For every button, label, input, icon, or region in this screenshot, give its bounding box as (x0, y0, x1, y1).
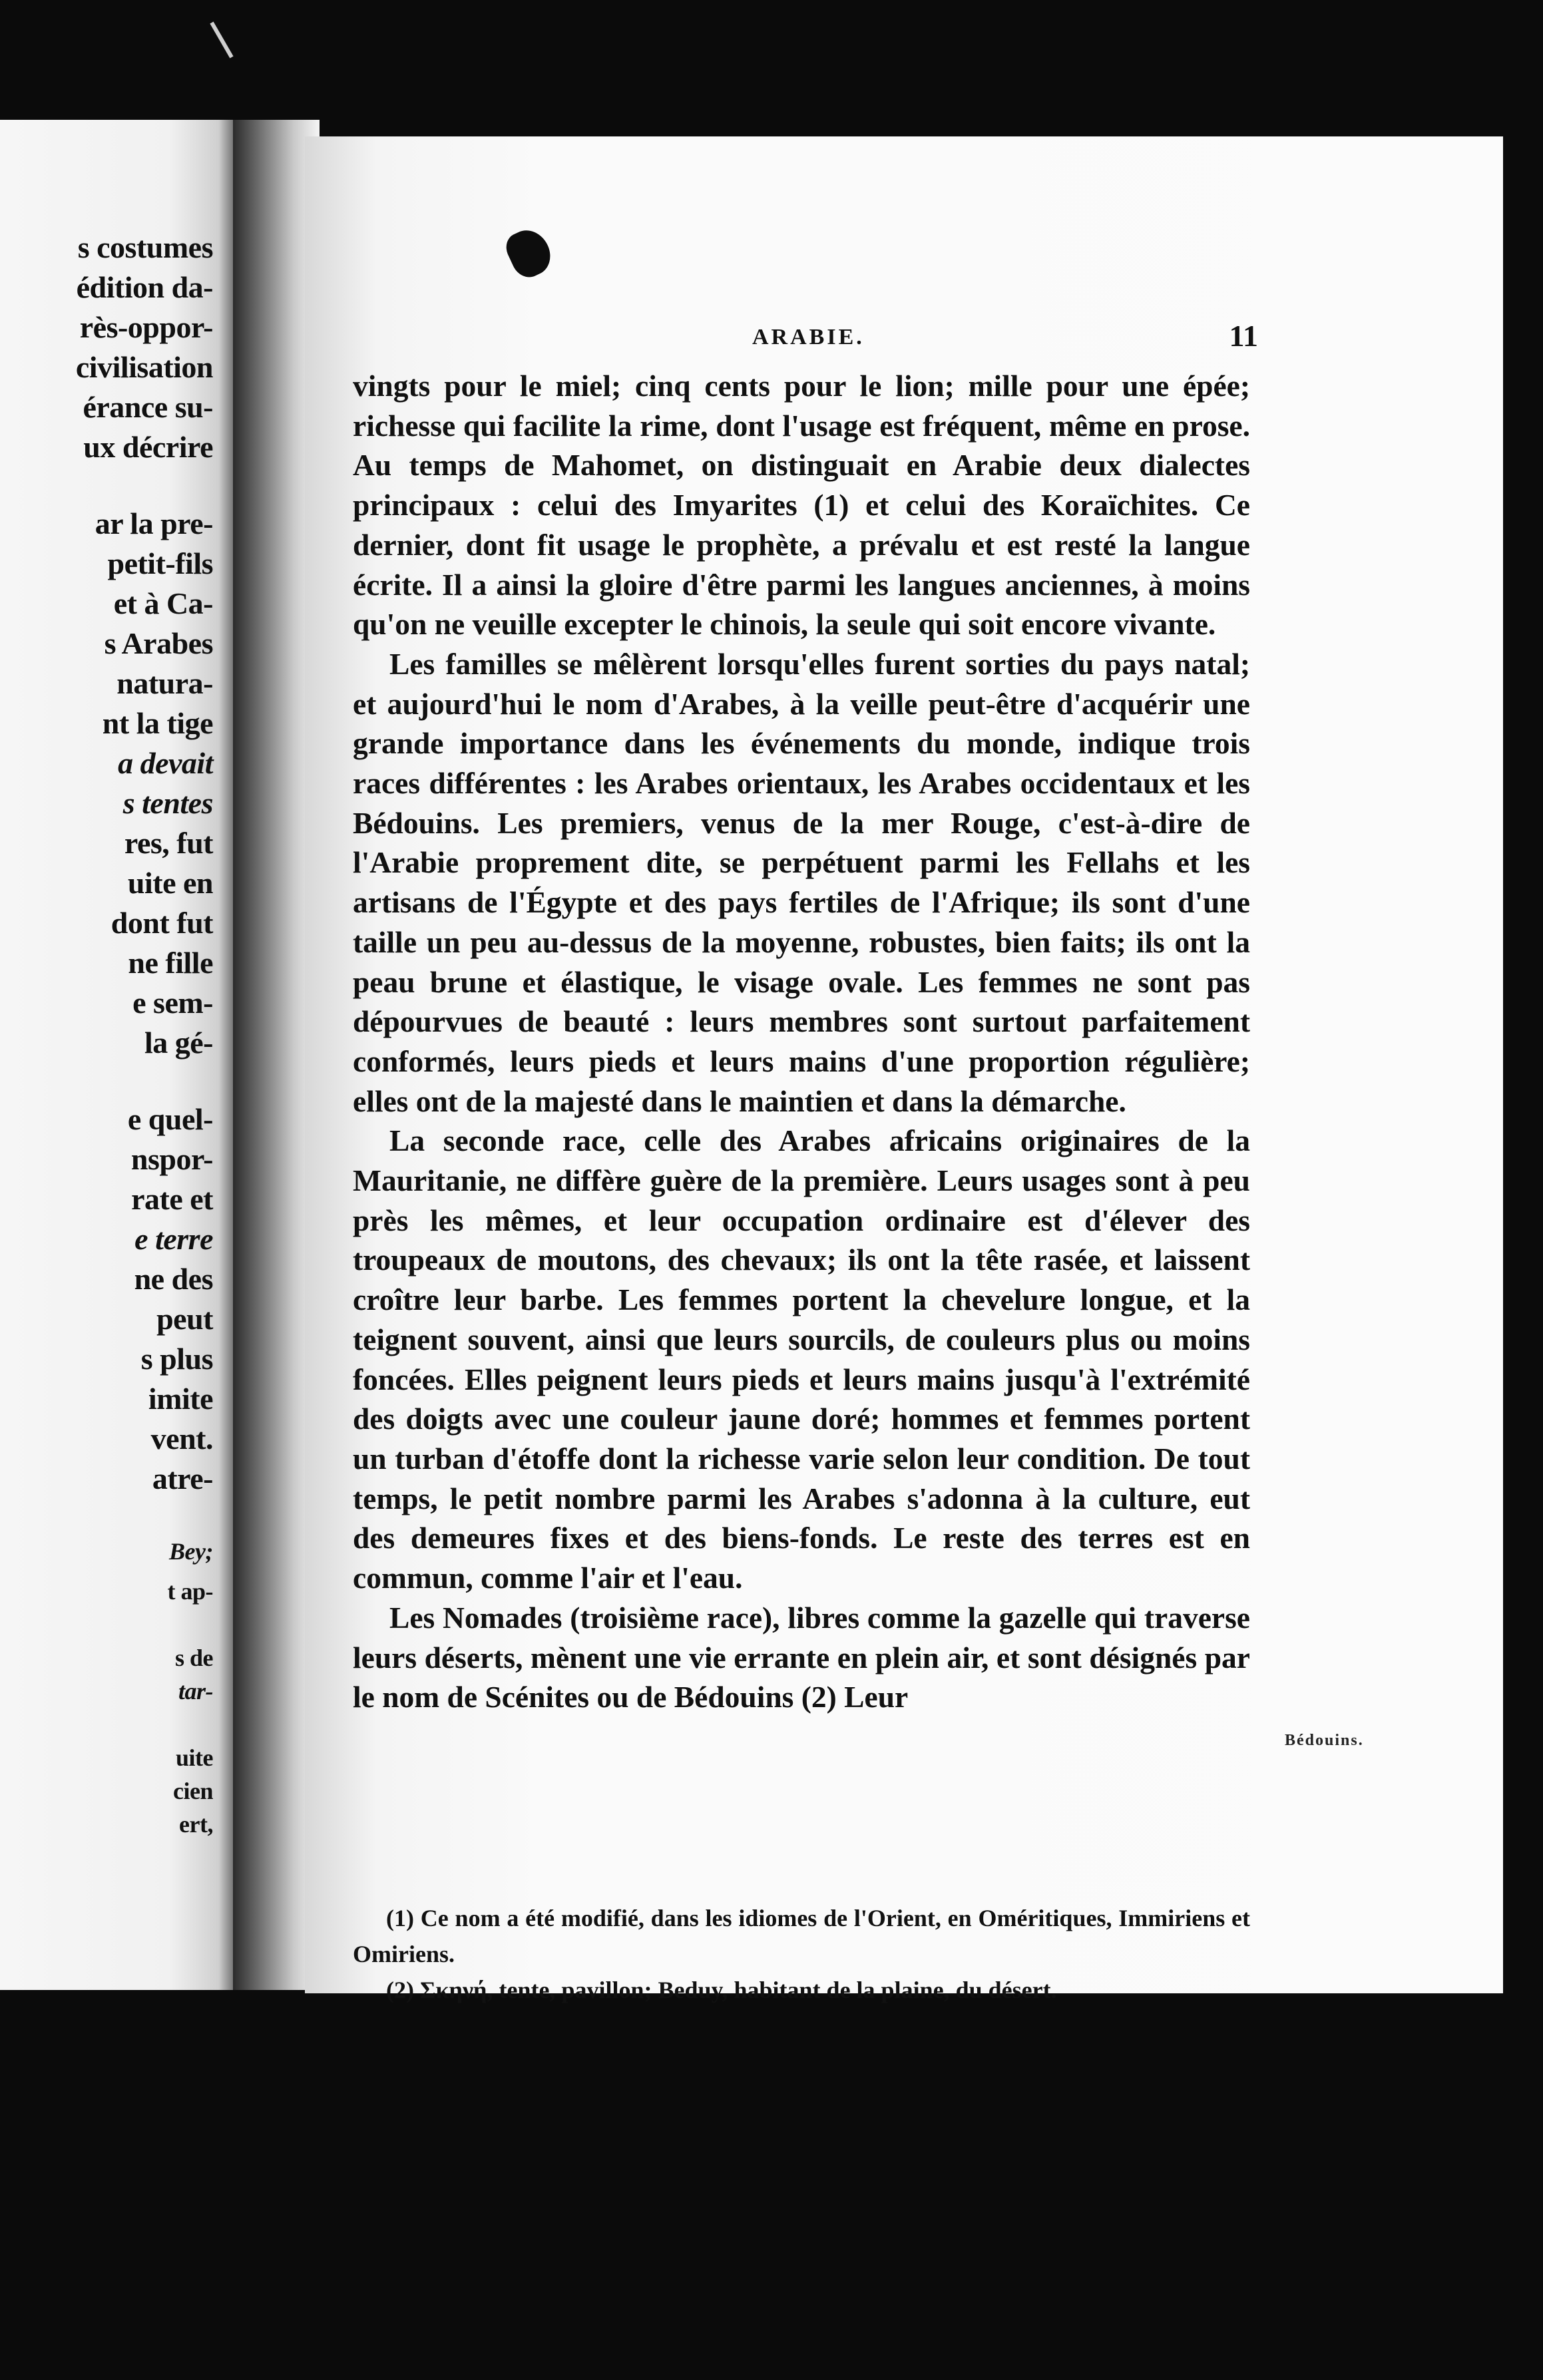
left-page-line: imite (148, 1382, 213, 1416)
left-page-line: res, fut (124, 826, 213, 860)
left-page-line: ert, (179, 1811, 213, 1838)
left-page-line: s plus (140, 1342, 213, 1376)
page-number: 11 (1229, 319, 1258, 353)
footnotes (353, 1900, 1250, 2008)
left-page-line: ux décrire (83, 430, 213, 464)
left-page-line: édition da- (76, 270, 213, 304)
left-page-line: dont fut (110, 906, 213, 940)
left-page-line: érance su- (83, 390, 213, 424)
left-page-line: uite (176, 1744, 213, 1771)
left-page-line: rès-oppor- (79, 310, 213, 344)
left-page-line: uite en (127, 866, 213, 900)
left-page-line: t ap- (167, 1578, 213, 1605)
paragraph-1: vingts pour le miel; cinq cents pour le lion; mille pour une épée; richesse qui facilite la rime, dont l'usage est fréquent, même en prose. Au temps de Mahomet, on distinguait en Arabie deux dialectes principaux : celui des Imyarites (1) et celui des Koraïchites. Ce dernier, dont fit usage le prophète, a prévalu et est resté la langue écrite. Il a ainsi la gloire d'être parmi les langues anciennes, à moins qu'on ne veuille excepter le chinois, la seule qui soit encore vivante. (353, 369, 1250, 642)
scan-mark (210, 22, 233, 59)
footnote-2: (2) Σκηνή, tente, pavillon; Beduy, habitant de la plaine, du désert. (386, 1977, 1057, 2003)
left-page-line: peut (156, 1302, 213, 1336)
left-page-line: ne fille (128, 946, 213, 980)
left-page-line: nspor- (130, 1142, 213, 1176)
left-page-line: cien (173, 1778, 213, 1804)
left-page-line: s de (174, 1645, 213, 1671)
paragraph-2: Les familles se mêlèrent lorsqu'elles furent sorties du pays natal; et aujourd'hui le nom d'Arabes, à la veille peut-être d'acquérir une grande importance dans les événements du monde, indique trois races différentes : les Arabes orientaux, les Arabes occidentaux et les Bédouins. Les premiers, venus de la mer Rouge, c'est-à-dire de l'Arabie proprement dite, se perpétuent parmi les Fellahs et les artisans de l'Égypte et des pays fertiles de l'Afrique; ils sont d'une taille un peu au-dessus de la moyenne, robustes, bien faits; ils ont la peau brune et élastique, le visage ovale. Les femmes ne sont pas dépourvues de beauté : leurs membres sont surtout parfaitement conformés, leurs pieds et leurs mains d'une proportion régulière; elles ont de la majesté dans le maintien et dans la démarche. (353, 646, 1250, 1118)
running-header (752, 319, 1258, 353)
left-page-line: ar la pre- (95, 506, 213, 540)
left-page-line: et à Ca- (113, 586, 213, 620)
footnote-1: (1) Ce nom a été modifié, dans les idiomes de l'Orient, en Oméritiques, Immiriens et Omiriens. (353, 1905, 1250, 1967)
left-page-line: vent. (150, 1422, 213, 1456)
left-page-line: atre- (152, 1462, 213, 1495)
left-page-line: a devait (118, 746, 213, 780)
left-page-line: s Arabes (104, 626, 213, 660)
left-page-line: ne des (134, 1262, 213, 1296)
left-page-line: rate et (131, 1182, 213, 1216)
left-page (0, 120, 243, 1990)
left-page-line: tar- (178, 1678, 213, 1704)
paragraph-4: Les Nomades (troisième race), libres comme la gazelle qui traverse leurs déserts, mènent une vie errante en plein air, et sont désignés par le nom de Scénites ou de Bédouins (2) Leur (353, 1600, 1250, 1714)
running-title: ARABIE. (752, 325, 865, 349)
left-page-line: petit-fils (107, 546, 213, 580)
body-text (353, 366, 1250, 1717)
left-page-line: civilisation (75, 350, 213, 384)
left-page-line: la gé- (144, 1026, 213, 1060)
left-page-line: e quel- (127, 1102, 213, 1136)
left-page-line: Bey; (169, 1538, 213, 1565)
left-page-line: s tentes (122, 786, 213, 820)
left-page-line: nt la tige (102, 706, 213, 740)
margin-note: Bédouins. (1285, 1732, 1364, 1749)
left-page-line: s costumes (77, 230, 213, 264)
left-page-line: e sem- (132, 986, 213, 1020)
left-page-line: e terre (134, 1222, 213, 1256)
left-page-line: natura- (116, 666, 213, 700)
paragraph-3: La seconde race, celle des Arabes africains originaires de la Mauritanie, ne diffère guère de la première. Leurs usages sont à peu près les mêmes, et leur occupation ordinaire est d'élever des troupeaux de moutons, des chevaux; ils ont la tête rasée, et laissent croître leur barbe. Les femmes portent la chevelure longue, et la teignent souvent, ainsi que leurs sourcils, de couleurs plus ou moins foncées. Elles peignent leurs pieds et leurs mains jusqu'à l'extrémité des doigts avec une couleur jaune doré; hommes et femmes portent un turban d'étoffe dont la richesse varie selon leur condition. De tout temps, le petit nombre parmi les Arabes s'adonna à la culture, eut des demeures fixes et des biens-fonds. Le reste des terres est en commun, comme l'air et l'eau. (353, 1123, 1250, 1595)
